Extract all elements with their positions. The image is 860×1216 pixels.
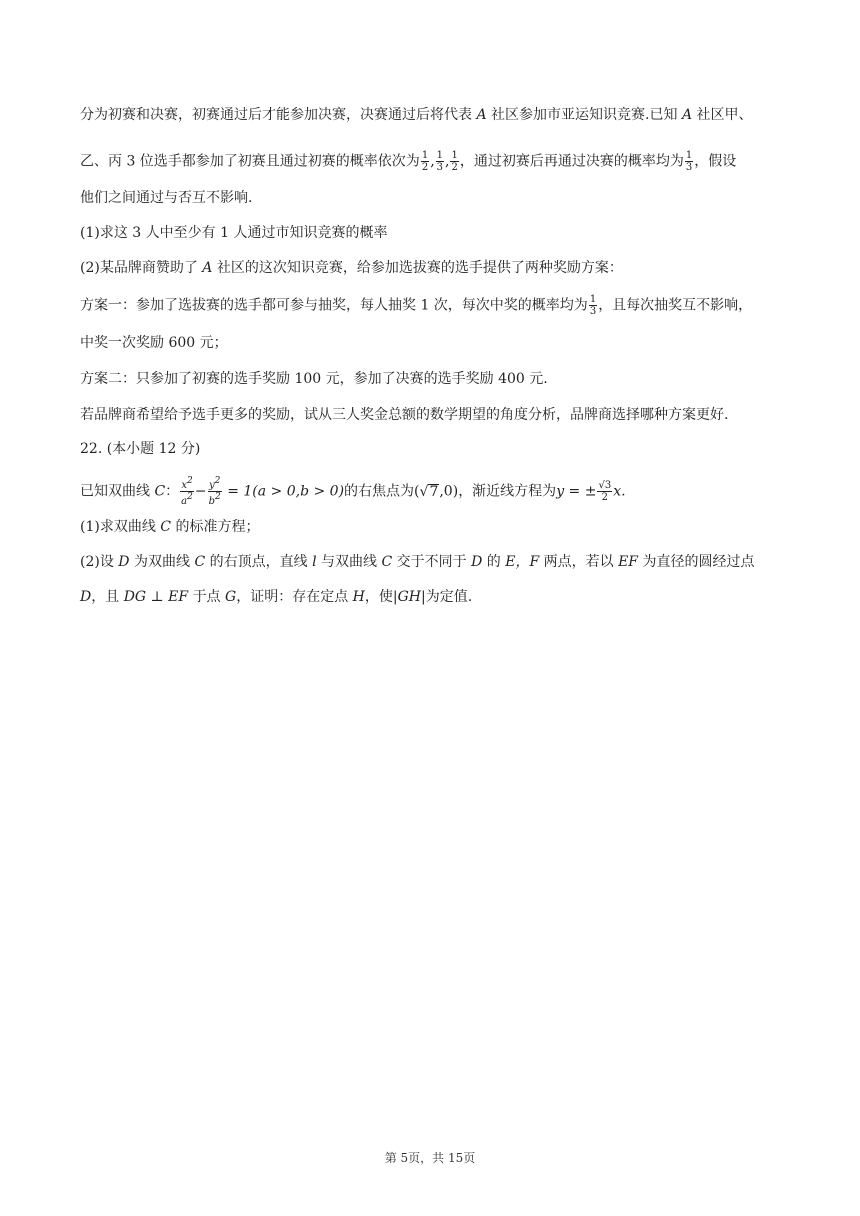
- text-line-13: [80, 552, 754, 572]
- math-var: A: [681, 107, 693, 123]
- text: ，且每次抽奖互不影响，: [598, 297, 753, 314]
- math-var: EF: [618, 554, 638, 570]
- text: 中奖一次奖励 600 元；: [80, 335, 228, 351]
- text: (2)设: [80, 554, 114, 570]
- text: 他们之间通过与否互不影响.: [80, 190, 253, 206]
- fraction-third: $\frac{1}{3}$: [685, 150, 693, 173]
- math-var: D: [471, 554, 483, 570]
- text-line-9: [80, 405, 728, 425]
- text-line-2: 乙、丙 3 位选手都参加了初赛且通过初赛的概率依次为 $\frac{1}{2}$ , $\frac{1}{3}$ , $\frac{1}{2}$ ，通过初赛后再通过决赛的概率均为 $\frac{1}{3}$ ，假设: [80, 150, 737, 173]
- text-line-11: 已知双曲线 C： $\frac{x2}{a2}$ − $\frac{y2}{b2}$ = 1(a > 0,b > 0)的右焦点为(√7,0)，渐近线方程为y = ± $\frac{√3}{2}$ x.: [80, 476, 626, 507]
- math-var: D: [80, 589, 92, 605]
- sqrt-seven: √7: [419, 483, 439, 500]
- question-heading: [80, 439, 200, 459]
- text: ，证明：存在定点: [236, 589, 349, 605]
- math-var: C: [194, 554, 206, 570]
- text: 分为初赛和决赛，初赛通过后才能参加决赛，决赛通过后将代表: [80, 107, 472, 123]
- math-var: C: [160, 519, 172, 535]
- text: 方案一：参加了选拔赛的选手都可参与抽奖，每人抽奖 1 次，每次中奖的概率均为: [80, 297, 588, 314]
- text: ，假设: [694, 153, 737, 170]
- text-line-8: [80, 369, 548, 389]
- text: ，使: [364, 589, 393, 605]
- text: 已知双曲线: [80, 483, 150, 500]
- text: (1)求双曲线: [80, 519, 156, 535]
- math-var: H: [352, 589, 365, 605]
- fraction-x2-a2: $\frac{x2}{a2}$: [181, 476, 193, 507]
- text-line-5: [80, 258, 623, 278]
- math-var: D: [118, 554, 130, 570]
- fraction-sqrt3-2: $\frac{√3}{2}$: [598, 480, 612, 503]
- math-expr: y = ±: [556, 483, 597, 500]
- text: 22. (本小题 12 分): [80, 441, 201, 457]
- fraction-half: $\frac{1}{2}$: [451, 150, 458, 173]
- text: 社区参加市亚运知识竞赛.已知: [491, 107, 678, 123]
- text: 方案二：只参加了初赛的选手奖励 100 元，参加了决赛的选手奖励 400 元.: [80, 371, 548, 387]
- fraction-third: $\frac{1}{3}$: [436, 150, 444, 173]
- text: 两点，若以: [543, 554, 614, 570]
- math-expr: DG ⊥ EF: [123, 589, 189, 605]
- text: ，且: [91, 589, 120, 605]
- text-line-12: [80, 517, 259, 537]
- text: 若品牌商希望给予选手更多的奖励，试从三人奖金总额的数学期望的角度分析，品牌商选择哪种方案更好.: [80, 407, 729, 423]
- math-var: C: [154, 483, 166, 500]
- text: (1)求这 3 人中至少有 1 人通过市知识竞赛的概率: [80, 225, 388, 241]
- text-line-6: [80, 294, 752, 317]
- text: ，渐近线方程为: [458, 483, 557, 500]
- fraction-half: $\frac{1}{2}$: [421, 150, 429, 173]
- text-line-7: [80, 333, 228, 353]
- math-var: E，F: [505, 554, 540, 570]
- text-line-1: [80, 105, 753, 125]
- text: 的标准方程；: [175, 519, 260, 535]
- text-line-14: [80, 587, 472, 607]
- text: 于点: [192, 589, 221, 605]
- text: 的: [486, 554, 501, 570]
- text: 交于不同于: [396, 554, 467, 570]
- text: ，通过初赛后再通过决赛的概率均为: [459, 153, 684, 170]
- math-var: A: [476, 107, 487, 123]
- fraction-y2-b2: $\frac{y2}{b2}$: [208, 476, 221, 507]
- math-var: C: [381, 554, 393, 570]
- math-expr: x.: [613, 483, 626, 500]
- text: 的右焦点为: [344, 483, 415, 500]
- text: 为直径的圆经过点: [642, 554, 755, 570]
- text: 社区的这次知识竞赛，给参加选拔赛的选手提供了两种奖励方案：: [216, 260, 623, 276]
- math-var: A: [202, 260, 213, 276]
- text: 的右顶点，直线: [209, 554, 308, 570]
- fraction-third: $\frac{1}{3}$: [589, 294, 597, 317]
- text-line-4: [80, 223, 387, 243]
- text: 与双曲线: [321, 554, 377, 570]
- math-var: G: [225, 589, 237, 605]
- text: 乙、丙 3 位选手都参加了初赛且通过初赛的概率依次为: [80, 153, 420, 170]
- math-var: l: [312, 554, 317, 570]
- text: 社区甲、: [696, 107, 753, 123]
- text: (2)某品牌商赞助了: [80, 260, 198, 276]
- math-expr: = 1(a > 0,b > 0): [222, 483, 345, 500]
- math-expr: |GH|: [392, 589, 426, 605]
- text: 为定值.: [425, 589, 473, 605]
- page-footer: 第 5页，共 15页: [384, 1151, 476, 1165]
- text-line-3: [80, 188, 252, 208]
- text: 为双曲线: [133, 554, 190, 570]
